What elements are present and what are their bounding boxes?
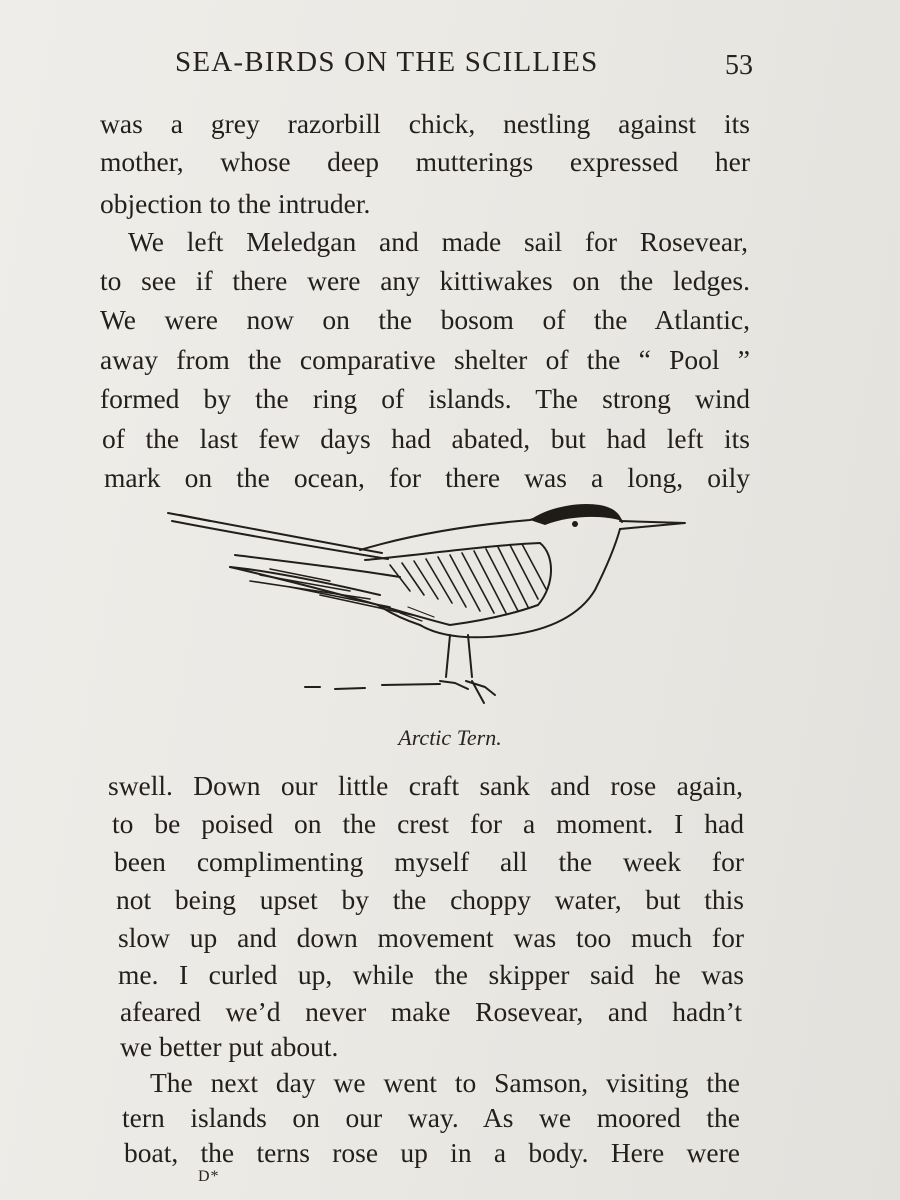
running-title: SEA-BIRDS ON THE SCILLIES	[175, 46, 599, 78]
running-header	[175, 40, 755, 88]
text-line: me. I curled up, while the skipper said he was	[118, 959, 744, 990]
signature-mark: D*	[198, 1168, 220, 1185]
text-line: not being upset by the choppy water, but this	[116, 884, 744, 915]
paragraph-start-line: We left Meledgan and made sail for Rosevear,	[128, 226, 748, 257]
text-line: mother, whose deep mutterings expressed her	[100, 146, 750, 177]
page-number: 53	[725, 50, 753, 81]
text-line: swell. Down our little craft sank and rose again,	[108, 770, 743, 801]
text-line: to see if there were any kittiwakes on the ledges.	[100, 265, 750, 296]
text-line: We were now on the bosom of the Atlantic,	[100, 304, 750, 335]
text-line: to be poised on the crest for a moment. I had	[112, 808, 744, 839]
text-line: mark on the ocean, for there was a long, oily	[104, 462, 750, 493]
text-line: slow up and down movement was too much for	[118, 922, 744, 953]
text-line: formed by the ring of islands. The strong wind	[100, 383, 750, 414]
text-line: been complimenting myself all the week for	[114, 846, 744, 877]
text-line: away from the comparative shelter of the “ Pool ”	[100, 344, 750, 375]
arctic-tern-illustration	[150, 495, 710, 725]
text-line: we better put about.	[120, 1031, 339, 1062]
text-line: boat, the terns rose up in a body. Here were	[124, 1137, 740, 1168]
paragraph-start-line: The next day we went to Samson, visiting the	[150, 1067, 740, 1098]
text-line: afeared we’d never make Rosevear, and hadn’t	[120, 996, 742, 1027]
figure-caption: Arctic Tern.	[398, 725, 502, 750]
text-line: was a grey razorbill chick, nestling against its	[100, 108, 750, 139]
text-line: tern islands on our way. As we moored the	[122, 1102, 740, 1133]
text-line: objection to the intruder.	[100, 188, 371, 219]
text-line: of the last few days had abated, but had left its	[102, 423, 750, 454]
